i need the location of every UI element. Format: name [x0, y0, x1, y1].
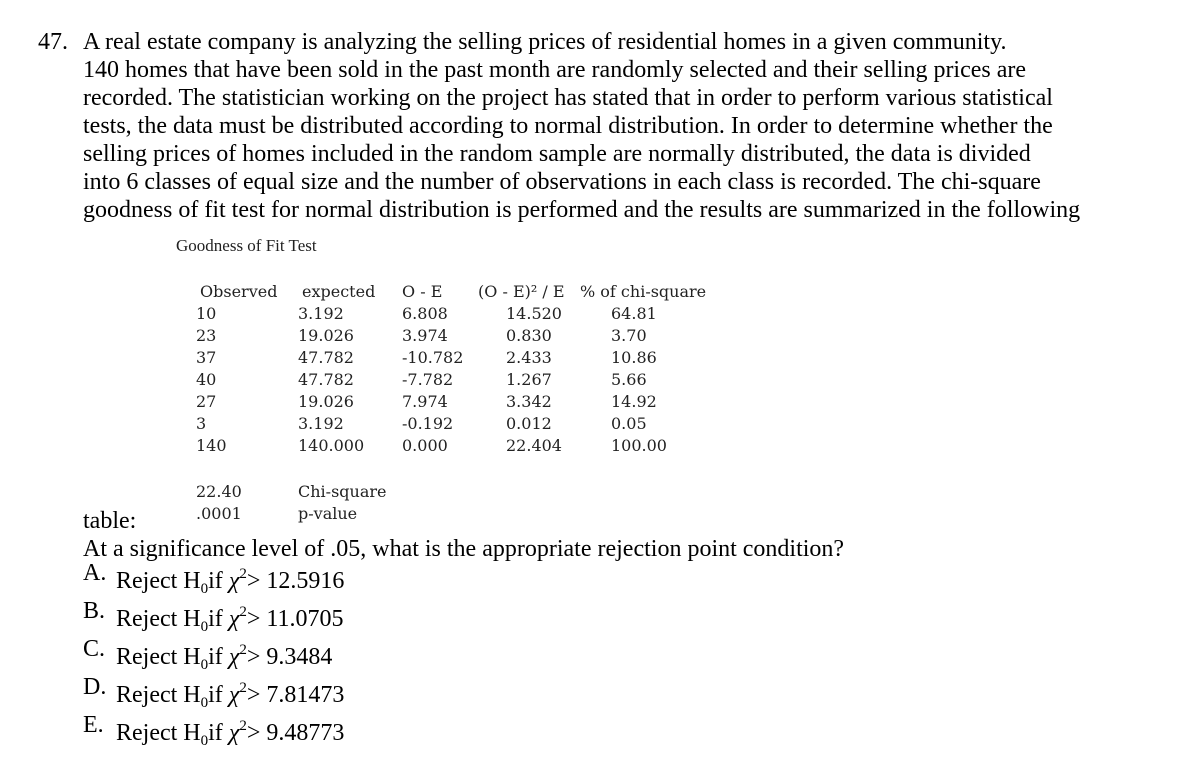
chi-symbol: χ — [228, 644, 240, 670]
table-cell: 10 — [196, 304, 217, 323]
option-letter: D. — [83, 674, 107, 700]
option-mid: if — [208, 644, 229, 670]
option-superscript: 2 — [239, 604, 247, 620]
table-cell: 47.782 — [298, 370, 354, 389]
question-line: tests, the data must be distributed according to normal distribution. In order to determine whether the — [83, 113, 1053, 139]
option-mid: if — [208, 568, 229, 594]
question-line: A real estate company is analyzing the selling prices of residential homes in a given community. — [83, 29, 1007, 55]
table-cell: 64.81 — [611, 304, 657, 323]
option-subscript: 0 — [200, 581, 209, 597]
option-superscript: 2 — [239, 718, 247, 734]
table-cell: 0.05 — [611, 414, 647, 433]
table-cell: -0.192 — [402, 414, 454, 433]
option-superscript: 2 — [239, 566, 247, 582]
table-cell: 3.192 — [298, 414, 344, 433]
option-letter: B. — [83, 598, 106, 624]
figure-title: Goodness of Fit Test — [176, 236, 317, 255]
table-cell: 0.000 — [402, 436, 448, 455]
question-paragraph — [83, 28, 1173, 224]
table-cell: 37 — [196, 348, 217, 367]
option-subscript: 0 — [200, 657, 209, 673]
table-cell: 2.433 — [506, 348, 552, 367]
table-cell: 3.974 — [402, 326, 448, 345]
question-line: 140 homes that have been sold in the past month are randomly selected and their selling prices are — [83, 57, 1027, 83]
option-letter: A. — [83, 560, 107, 586]
option-value: > 11.0705 — [246, 606, 344, 632]
option-subscript: 0 — [200, 733, 209, 749]
question-line: into 6 classes of equal size and the number of observations in each class is recorded. The chi-square — [83, 169, 1041, 195]
table-cell: 22.404 — [506, 436, 562, 455]
table-cell: -10.782 — [402, 348, 464, 367]
option-letter: E. — [83, 712, 104, 738]
table-cell: 23 — [196, 326, 217, 345]
option-text — [116, 604, 344, 636]
option-prefix: Reject H — [116, 568, 201, 594]
option-text — [116, 680, 344, 712]
table-header-cell: O - E — [402, 282, 443, 301]
table-header-cell: expected — [302, 282, 376, 301]
table-cell: 140.000 — [298, 436, 365, 455]
question-number: 47. — [38, 29, 68, 55]
chi-symbol: χ — [228, 720, 240, 746]
table-cell: 47.782 — [298, 348, 354, 367]
table-cell: 3.342 — [506, 392, 552, 411]
option-mid: if — [208, 720, 229, 746]
table-cell: -7.782 — [402, 370, 454, 389]
table-cell: 100.00 — [611, 436, 667, 455]
table-cell: 7.974 — [402, 392, 448, 411]
option-text — [116, 718, 344, 750]
question-line: selling prices of homes included in the random sample are normally distributed, the data is divided — [83, 141, 1031, 167]
chi-symbol: χ — [228, 682, 240, 708]
table-header-cell: Observed — [200, 282, 278, 301]
option-subscript: 0 — [200, 695, 209, 711]
option-text — [116, 642, 332, 674]
table-cell: 6.808 — [402, 304, 448, 323]
table-cell: 5.66 — [611, 370, 647, 389]
chi-symbol: χ — [228, 568, 240, 594]
table-header-cell: (O - E)² / E — [478, 282, 565, 301]
table-cell: 3.192 — [298, 304, 344, 323]
option-value: > 9.48773 — [246, 720, 345, 746]
table-cell: 0.830 — [506, 326, 552, 345]
table-cell: 40 — [196, 370, 217, 389]
summary-cell: Chi-square — [298, 482, 387, 501]
chi-symbol: χ — [228, 606, 240, 632]
question-prompt: At a significance level of .05, what is the appropriate rejection point condition? — [83, 536, 845, 562]
table-cell: 27 — [196, 392, 217, 411]
table-cell: 1.267 — [506, 370, 552, 389]
table-cell: 14.520 — [506, 304, 562, 323]
summary-cell: p-value — [298, 504, 358, 523]
summary-cell: .0001 — [196, 504, 242, 523]
option-subscript: 0 — [200, 619, 209, 635]
table-header-cell: % of chi-square — [580, 282, 707, 301]
option-superscript: 2 — [239, 642, 247, 658]
table-cell: 0.012 — [506, 414, 552, 433]
option-prefix: Reject H — [116, 606, 201, 632]
table-cell: 140 — [196, 436, 227, 455]
option-mid: if — [208, 606, 229, 632]
table-cell: 19.026 — [298, 392, 354, 411]
summary-cell: 22.40 — [196, 482, 242, 501]
table-cell: 19.026 — [298, 326, 354, 345]
table-cell: 14.92 — [611, 392, 657, 411]
option-value: > 12.5916 — [246, 568, 345, 594]
question-line: goodness of fit test for normal distribution is performed and the results are summarized in the following — [83, 197, 1081, 223]
question-line: recorded. The statistician working on the project has stated that in order to perform various statistical — [83, 85, 1053, 111]
option-letter: C. — [83, 636, 106, 662]
option-value: > 7.81473 — [246, 682, 345, 708]
option-value: > 9.3484 — [246, 644, 333, 670]
table-cell: 10.86 — [611, 348, 657, 367]
option-prefix: Reject H — [116, 720, 201, 746]
table-cell: 3.70 — [611, 326, 647, 345]
option-prefix: Reject H — [116, 682, 201, 708]
table-cell: 3 — [196, 414, 207, 433]
option-mid: if — [208, 682, 229, 708]
option-text — [116, 566, 344, 598]
option-prefix: Reject H — [116, 644, 201, 670]
option-superscript: 2 — [239, 680, 247, 696]
table-word: table: — [83, 508, 137, 534]
